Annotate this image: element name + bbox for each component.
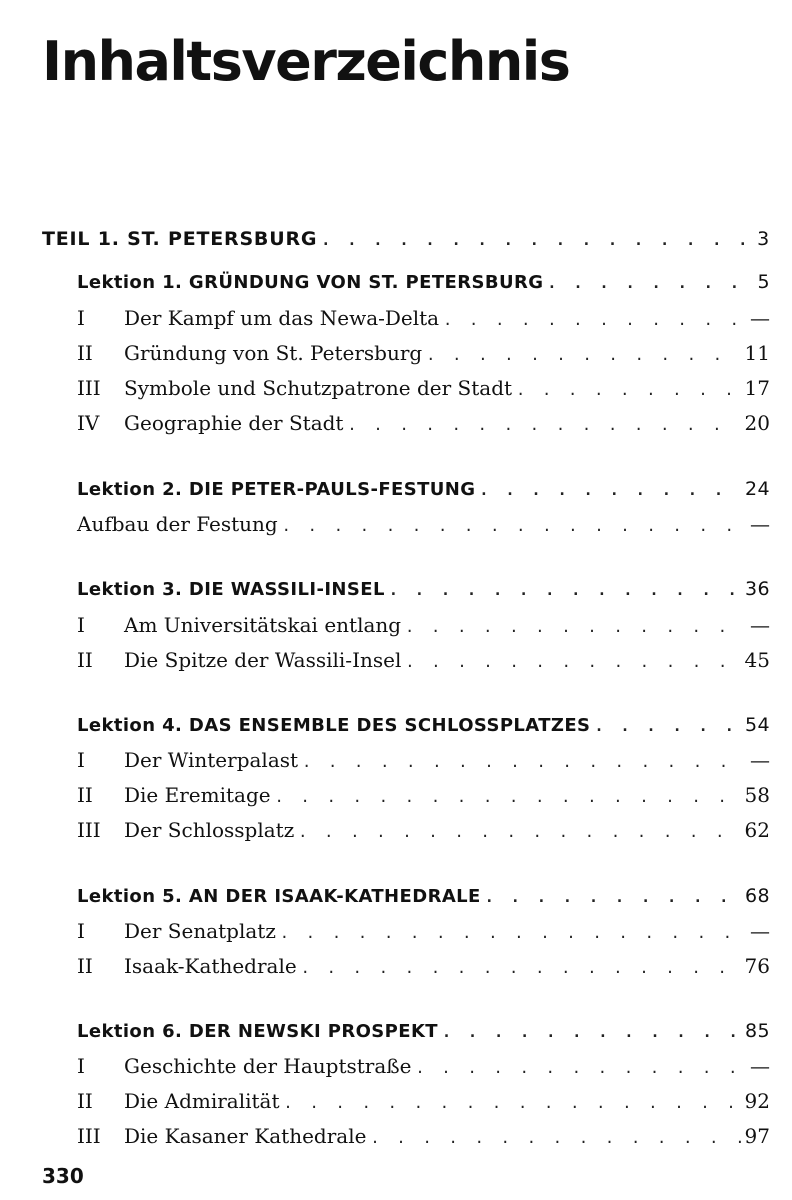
toc-lesson-entry[interactable] [77,578,770,600]
roman-numeral: I [77,613,85,637]
toc-sub-entry[interactable] [77,954,770,978]
dot-leader [516,381,740,399]
dot-leader [594,717,741,735]
toc-sub-entry[interactable] [77,748,770,772]
dot-leader [347,416,740,434]
dot-leader [302,753,746,771]
toc-sub-entry[interactable] [77,648,770,672]
toc-entry-title: Die Eremitage [124,783,271,807]
toc-entry-title: Der Winterpalast [124,748,299,772]
toc-page-number: 20 [744,411,770,435]
toc-page-number: — [750,919,770,943]
dot-leader [426,346,740,364]
toc-page-number: — [750,613,770,637]
dot-leader [416,1059,747,1077]
toc-sub-entry[interactable] [77,411,770,435]
toc-sub-entry[interactable] [77,783,770,807]
dot-leader [284,1094,741,1112]
toc-part-entry[interactable] [42,228,770,250]
dot-leader [298,823,740,841]
toc-sub-entry[interactable] [77,376,770,400]
toc-page-number: 62 [744,818,770,842]
toc-entry-title: Symbole und Schutzpatrone der Stadt [124,376,513,400]
toc-entry-title: Geschichte der Hauptstraße [124,1054,412,1078]
toc-page-number: 5 [757,271,770,293]
toc-sub-entry[interactable] [77,613,770,637]
toc-page-number: — [750,512,770,536]
toc-entry-title: Der Schlossplatz [124,818,295,842]
toc-entry-title: Lektion 6. DER NEWSKI PROSPEKT [77,1021,438,1042]
toc-lesson-entry[interactable] [77,885,770,907]
toc-page-number: — [750,306,770,330]
toc-entry-title: Der Senatplatz [124,919,276,943]
toc-page-number: 3 [757,228,770,250]
toc-sub-entry[interactable] [77,818,770,842]
roman-numeral: IV [77,411,100,435]
dot-leader [389,581,741,599]
dot-leader [280,924,746,942]
toc-page-number: 54 [745,714,770,736]
toc-sub-entry[interactable] [77,512,770,536]
page-title: Inhaltsverzeichnis [42,30,570,93]
toc-lesson-entry[interactable] [77,1020,770,1042]
toc-page-number: 17 [744,376,770,400]
page-number-folio: 330 [42,1164,84,1188]
dot-leader [370,1129,740,1147]
dot-leader [405,653,740,671]
toc-lesson-entry[interactable] [77,478,770,500]
dot-leader [301,959,741,977]
roman-numeral: II [77,341,93,365]
dot-leader [275,788,741,806]
roman-numeral: III [77,1124,101,1148]
toc-page-number: 11 [744,341,770,365]
toc-entry-title: Die Kasaner Kathedrale [124,1124,367,1148]
roman-numeral: III [77,818,101,842]
toc-sub-entry[interactable] [77,1124,770,1148]
toc-entry-title: Lektion 2. DIE PETER-PAULS-FESTUNG [77,479,476,500]
dot-leader [479,481,741,499]
toc-lesson-entry[interactable] [77,714,770,736]
dot-leader [443,311,746,329]
toc-entry-title: TEIL 1. ST. PETERSBURG [42,228,318,250]
toc-page-number: 97 [744,1124,770,1148]
dot-leader [547,274,753,292]
toc-entry-title: Am Universitätskai entlang [124,613,402,637]
toc-entry-title: Die Spitze der Wassili-Insel [124,648,402,672]
roman-numeral: I [77,306,85,330]
roman-numeral: II [77,783,93,807]
toc-entry-title: Geographie der Stadt [124,411,344,435]
toc-page-number: 68 [745,885,770,907]
toc-entry-title: Lektion 3. DIE WASSILI-INSEL [77,579,385,600]
toc-sub-entry[interactable] [77,1089,770,1113]
toc-page-number: 58 [744,783,770,807]
toc-entry-title: Lektion 4. DAS ENSEMBLE DES SCHLOSSPLATZES [77,715,591,736]
dot-leader [442,1023,741,1041]
toc-entry-title: Gründung von St. Petersburg [124,341,423,365]
roman-numeral: II [77,954,93,978]
toc-page-number: 92 [744,1089,770,1113]
toc-page-number: 85 [745,1020,770,1042]
toc-sub-entry[interactable] [77,306,770,330]
toc-entry-title: Die Admiralität [124,1089,280,1113]
dot-leader [405,618,746,636]
toc-entry-title: Aufbau der Festung [77,512,278,536]
toc-entry-title: Lektion 5. AN DER ISAAK-KATHEDRALE [77,886,481,907]
toc-page-number: — [750,1054,770,1078]
roman-numeral: I [77,1054,85,1078]
dot-leader [321,231,753,249]
roman-numeral: II [77,648,93,672]
roman-numeral: II [77,1089,93,1113]
toc-page-number: 24 [745,478,770,500]
toc-page-number: — [750,748,770,772]
toc-page-number: 45 [744,648,770,672]
roman-numeral: III [77,376,101,400]
toc-entry-title: Isaak-Kathedrale [124,954,297,978]
dot-leader [485,888,741,906]
toc-lesson-entry[interactable] [77,271,770,293]
toc-sub-entry[interactable] [77,341,770,365]
toc-sub-entry[interactable] [77,919,770,943]
toc-page-number: 36 [745,578,770,600]
toc-page-number: 76 [744,954,770,978]
toc-sub-entry[interactable] [77,1054,770,1078]
toc-entry-title: Lektion 1. GRÜNDUNG VON ST. PETERSBURG [77,272,544,293]
dot-leader [282,517,746,535]
roman-numeral: I [77,919,85,943]
toc-entry-title: Der Kampf um das Newa-Delta [124,306,440,330]
roman-numeral: I [77,748,85,772]
